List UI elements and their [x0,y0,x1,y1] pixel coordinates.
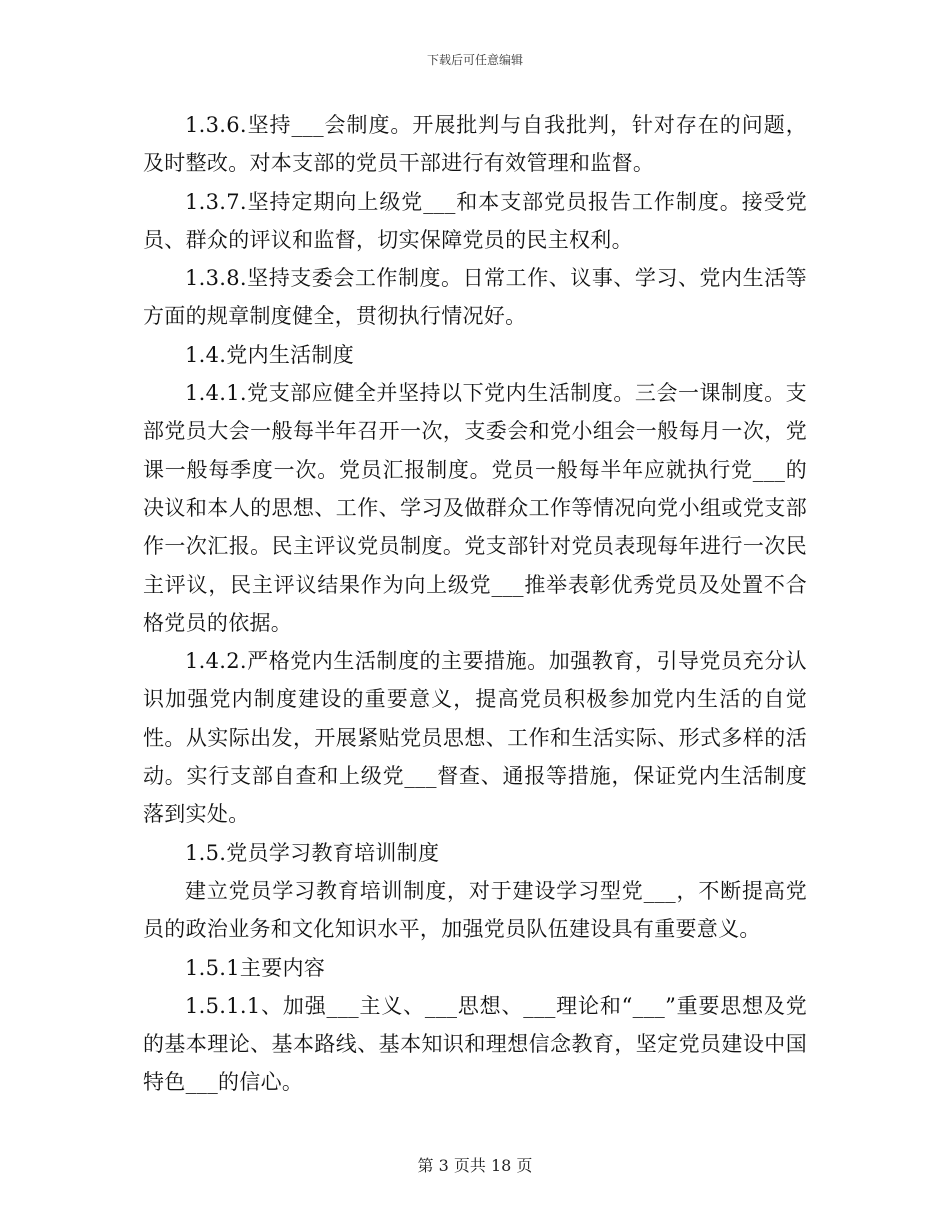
subsection-heading-1-5-1: 1.5.1主要内容 [185,955,326,980]
paragraph-1-5-intro: 建立党员学习教育培训制度，对于建设学习型党___，不断提高党员的政治业务和文化知识水平，加强党员队伍建设具有重要意义。 [143,878,807,942]
section-heading-1-4: 1.4.党内生活制度 [185,342,355,367]
section-heading-1-5: 1.5.党员学习教育培训制度 [185,840,440,865]
page-footer: 第 3 页共 18 页 [417,1156,533,1175]
page-header: 下载后可任意编辑 [426,53,523,67]
paragraph-1-3-7: 1.3.7.坚持定期向上级党___和本支部党员报告工作制度。接受党员、群众的评议和监督，切实保障党员的民主权利。 [143,189,807,252]
paragraph-1-3-6: 1.3.6.坚持___会制度。开展批判与自我批判，针对存在的问题，及时整改。对本支部的党员干部进行有效管理和监督。 [143,113,807,176]
paragraph-1-4-2: 1.4.2.严格党内生活制度的主要措施。加强教育，引导党员充分认识加强党内制度建设的重要意义，提高党员积极参加党内生活的自觉性。从实际出发，开展紧贴党员思想、工作和生活实际、形式多样的活动。实行支部自查和上级党___督查、通报等措施，保证党内生活制度落到实处。 [143,649,807,827]
paragraph-1-3-8: 1.3.8.坚持支委会工作制度。日常工作、议事、学习、党内生活等方面的规章制度健全，贯彻执行情况好。 [143,266,807,329]
paragraph-1-4-1: 1.4.1.党支部应健全并坚持以下党内生活制度。三会一课制度。支部党员大会一般每半年召开一次，支委会和党小组会一般每月一次，党课一般每季度一次。党员汇报制度。党员一般每半年应就执行党___的决议和本人的思想、工作、学习及做群众工作等情况向党小组或党支部作一次汇报。民主评议党员制度。党支部针对党员表现每年进行一次民主评议，民主评议结果作为向上级党___推举表彰优秀党员及处置不合格党员的依据。 [143,381,807,635]
paragraph-1-5-1-1: 1.5.1.1、加强___主义、___思想、___理论和“___”重要思想及党的基本理论、基本路线、基本知识和理想信念教育，坚定党员建设中国特色___的信心。 [143,993,807,1095]
document-body [143,106,807,1102]
